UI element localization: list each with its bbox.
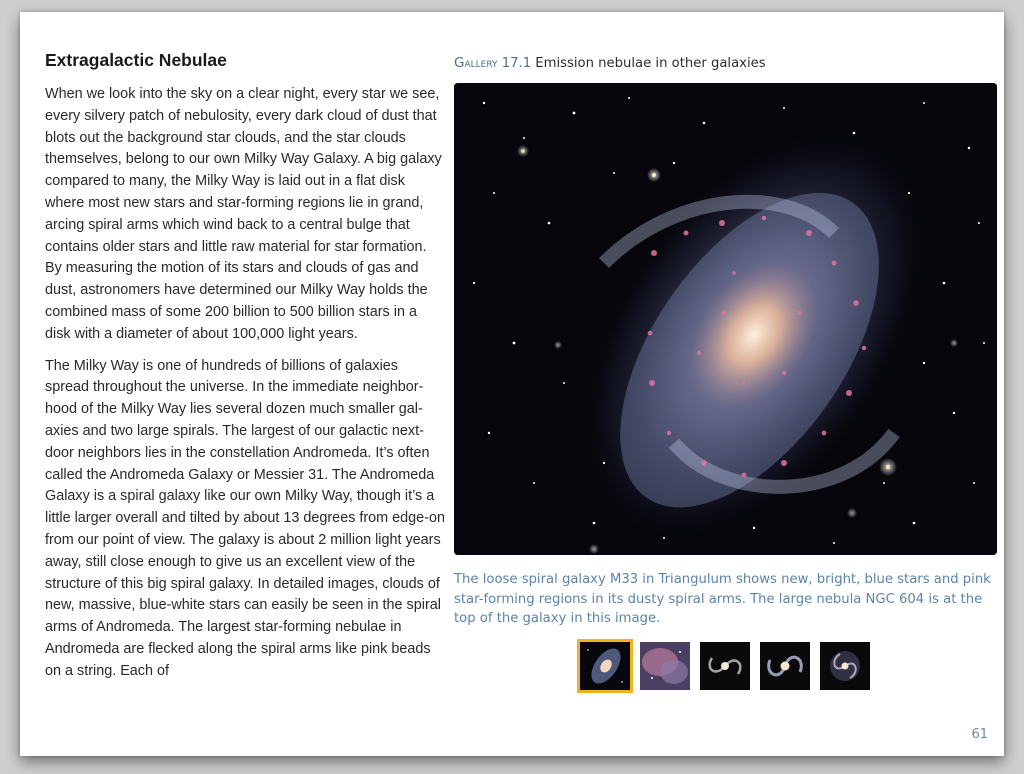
thumb-nebula-closeup[interactable] xyxy=(640,642,690,690)
galaxy-photo[interactable] xyxy=(454,83,997,555)
thumb-spiral-galaxy-3[interactable] xyxy=(820,642,870,690)
page-number: 61 xyxy=(971,727,988,742)
section-heading: Extragalactic Nebulae xyxy=(45,50,227,70)
paragraph: When we look into the sky on a clear night, every star we see, every silvery patch of nebulosity, every dark cloud of dust that blots out the background star clouds, and the star clouds themselves, belong to our own Milky Way Galaxy. A big galaxy compared to many, the Milky Way is laid out in a flat disk where most new stars and star-forming regions lie in grand, arcing spiral arms which wind back to a central bulge that contains older stars and little raw material for star formation. By measuring the motion of its stars and clouds of gas and dust, astronomers have determined our Milky Way holds the combined mass of some 200 billion to 500 billion stars in a disk with a diameter of about 100,000 light years. xyxy=(45,86,442,342)
gallery-caption: The loose spiral galaxy M33 in Triangulum shows new, bright, blue stars and pink star-forming regions in its dusty spiral arms. The large nebula NGC 604 is at the top of the galaxy in this image. xyxy=(454,572,991,626)
gallery-label: Gallery xyxy=(454,55,498,71)
gallery-title xyxy=(454,50,998,76)
article-body xyxy=(45,84,445,683)
thumb-spiral-galaxy-1[interactable] xyxy=(700,642,750,690)
book-page xyxy=(20,12,1004,756)
article-column xyxy=(45,50,445,693)
gallery-title-text: Emission nebulae in other galaxies xyxy=(535,56,766,71)
thumb-spiral-galaxy-2[interactable] xyxy=(760,642,810,690)
thumb-m33[interactable] xyxy=(577,639,633,693)
gallery-number: 17.1 xyxy=(501,56,532,71)
paragraph: The Milky Way is one of hundreds of billions of galaxies spread throughout the universe. In the immediate neighborhood of the Milky Way lies several dozen much smaller galaxies and two large spirals. The largest of our galactic next-door neighbors lies in the constellation Andromeda. It’s often called the Andromeda Galaxy or Messier 31. The Andromeda Galaxy is a spiral galaxy like our own Milky Way, though it’s a little larger overall and tilted by about 13 degrees from edge-on from our point of view. The galaxy is about 2 million light years away, still close enough to give us an excellent view of the structure of this big spiral galaxy. In detailed images, clouds of new, massive, blue-white stars can easily be seen in the spiral arms of Andromeda. The largest star-forming nebulae in Andromeda are flecked along the spiral arms like pink beads on a string. Each of xyxy=(45,357,445,679)
gallery-widget xyxy=(454,50,998,626)
